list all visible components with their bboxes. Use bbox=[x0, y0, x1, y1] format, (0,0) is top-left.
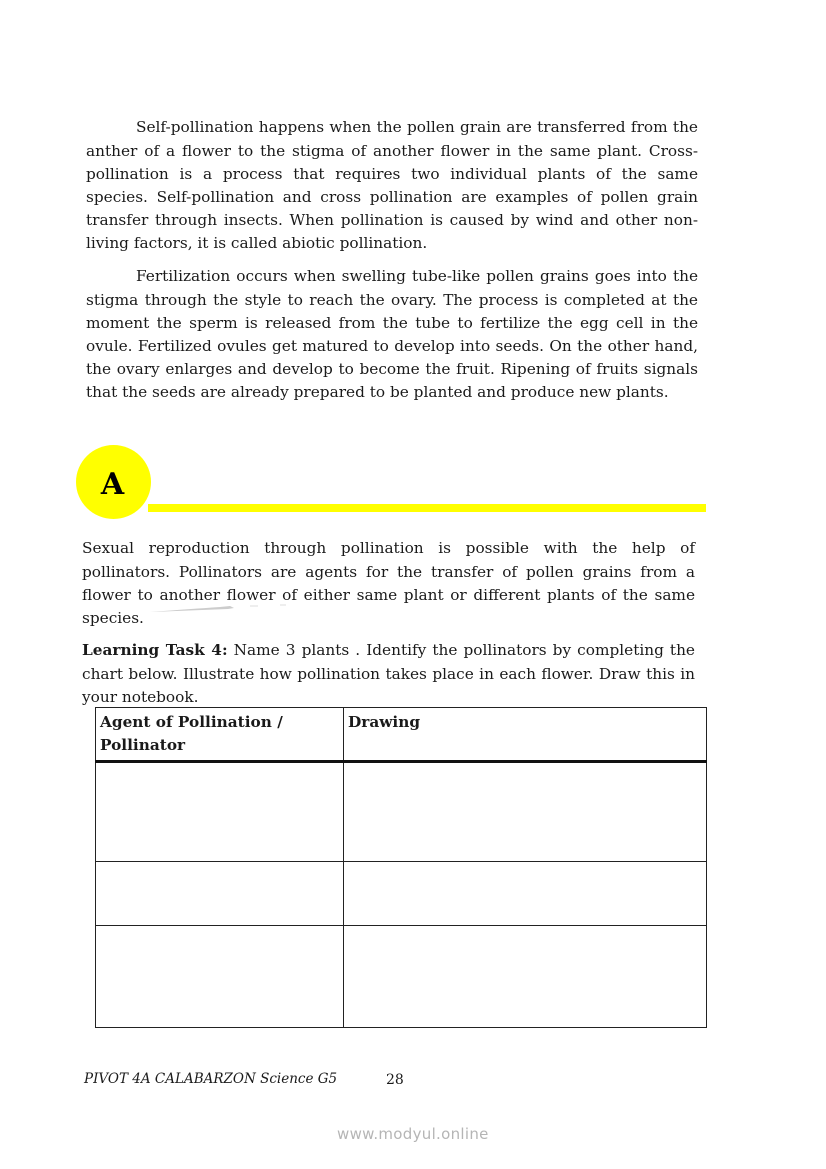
drawing-cell[interactable] bbox=[344, 926, 707, 1028]
chart-header-row bbox=[96, 708, 707, 762]
learning-task-text: Name 3 plants . Identify the pollinators by completing the chart below. Illustrate how pollination takes place in each flower. Draw this in your notebook. bbox=[82, 641, 695, 706]
page-number: 28 bbox=[386, 1072, 404, 1088]
self-pollination-paragraph: Self-pollination happens when the pollen grain are transferred from the anther of a flower to the stigma of another flower in the same plant. Cross-pollination is a process that requires two individual plants of the same species. Self-pollination and cross pollination are examples of pollen grain transfer through insects. When pollination is caused by wind and other non-living factors, it is called abiotic pollination. bbox=[86, 118, 698, 253]
drawing-cell[interactable] bbox=[344, 862, 707, 926]
intro-paragraph: Sexual reproduction through pollination is possible with the help of pollinators. Pollinators are agents for the transfer of pollen grains from a flower to another flower of either same plant or different plants of the same species. bbox=[82, 539, 695, 627]
pollinator-cell[interactable] bbox=[96, 926, 344, 1028]
footer-title: PIVOT 4A CALABARZON Science G5 bbox=[84, 1071, 338, 1087]
section-badge bbox=[76, 445, 151, 519]
header-drawing: Drawing bbox=[344, 708, 707, 762]
table-row bbox=[96, 862, 707, 926]
table-row bbox=[96, 762, 707, 862]
fertilization-paragraph: Fertilization occurs when swelling tube-like pollen grains goes into the stigma through the style to reach the ovary. The process is completed at the moment the sperm is released from the tube to fertilize the egg cell in the ovule. Fertilized ovules get matured to develop into seeds. On the other hand, the ovary enlarges and develop to become the fruit. Ripening of fruits signals that the seeds are already prepared to be planted and produce new plants. bbox=[86, 267, 698, 402]
pollinator-cell[interactable] bbox=[96, 762, 344, 862]
section-badge-letter: A bbox=[100, 466, 125, 502]
drawing-cell[interactable] bbox=[344, 762, 707, 862]
learning-task-label: Learning Task 4: bbox=[82, 641, 228, 660]
learning-task-paragraph bbox=[82, 639, 695, 709]
scan-smudge bbox=[150, 603, 310, 613]
header-agent-of-pollination: Agent of Pollination / Pollinator bbox=[96, 708, 344, 762]
section-divider-bar bbox=[148, 504, 706, 512]
pollinator-cell[interactable] bbox=[96, 862, 344, 926]
watermark: www.modyul.online bbox=[337, 1125, 489, 1143]
table-row bbox=[96, 926, 707, 1028]
pollinator-chart bbox=[95, 707, 707, 1028]
